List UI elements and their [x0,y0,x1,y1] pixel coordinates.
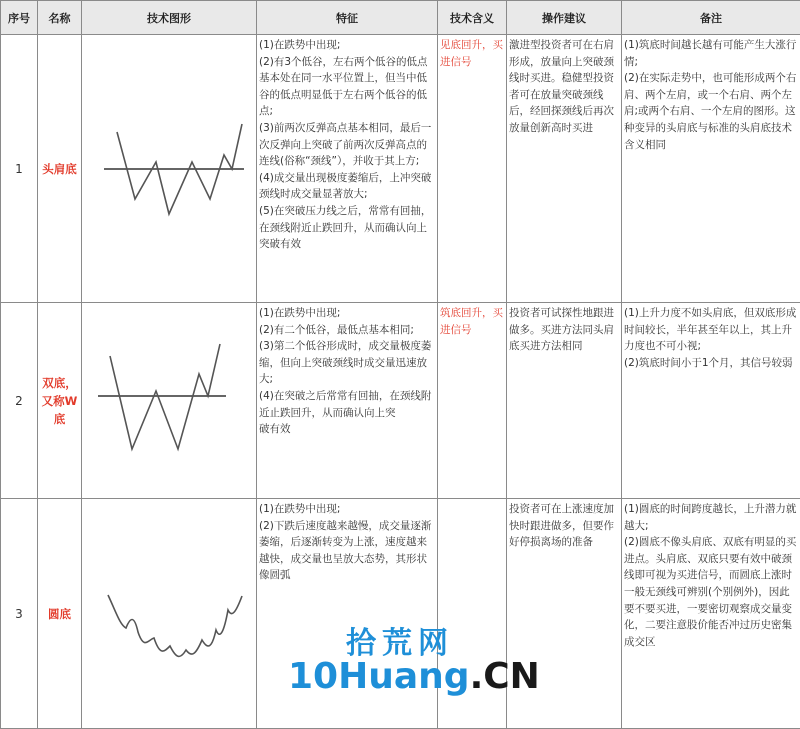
advice-text: 激进型投资者可在右肩形成，放量向上突破颈线时买进。稳健型投资者可在放量突破颈线后，经回探颈线后再次放量创新高时买进 [507,35,621,137]
remark-cell [622,499,800,729]
advice-text: 投资者可试探性地跟进做多。买进方法同头肩底买进方法相同 [507,303,621,355]
rounded-bottom-diagram [82,500,255,724]
watermark-chinese: 拾荒网 [346,618,454,662]
meaning-text: 见底回升，买进信号 [438,35,506,70]
header-feature: 特征 [257,1,438,35]
watermark-suffix: .CN [470,656,540,697]
header-figure: 技术图形 [82,1,257,35]
advice-cell [507,35,622,303]
meaning-text: 筑底回升，买进信号 [438,303,506,338]
pattern-figure [82,499,257,729]
watermark-logo [288,618,498,718]
remark-text: (1)筑底时间越长越有可能产生大涨行情; (2)在实际走势中，也可能形成两个右肩、两个左肩，或一个右肩、两个左肩;或两个右肩、一个左肩的图形。这种变异的头肩底与标准的头肩底技术含义相同 [622,35,800,153]
remark-text: (1)上升力度不如头肩底，但双底形成时间较长，半年甚至年以上，其上升力度也不可小视; (2)筑底时间小于1个月，其信号较弱 [622,303,800,371]
meaning-text [438,499,506,501]
pattern-figure [82,303,257,499]
table-row [1,35,800,303]
watermark-domain [288,656,540,697]
row-number: 1 [1,35,38,303]
header-advice: 操作建议 [507,1,622,35]
header-num: 序号 [1,1,38,35]
feature-text: (1)在跌势中出现; (2)有二个低谷，最低点基本相同; (3)第二个低谷形成时，成交量极度萎缩，但向上突破颈线时成交量迅速放大; (4)在突破之后常常有回抽，在颈线附近止跌回升，从而确认向上突 破有效 [257,303,437,438]
remark-cell [622,35,800,303]
header-row [1,1,800,35]
advice-text: 投资者可在上涨速度加快时跟进做多，但要作好停损离场的准备 [507,499,621,551]
header-name: 名称 [38,1,82,35]
pattern-name: 圆底 [38,499,82,729]
advice-cell [507,303,622,499]
head-shoulders-bottom-diagram [82,37,255,297]
header-remark: 备注 [622,1,800,35]
remark-text: (1)圆底的时间跨度越长，上升潜力就越大; (2)圆底不像头肩底、双底有明显的买进点。头肩底、双底只要有效中破颈线即可视为买进信号，而圆底上涨时一般无颈线可辨别(个别例外)，因此要不要买进，一要密切观察成交量变化，二要注意股价能否冲过历史密集成交区 [622,499,800,650]
pattern-name: 双底，又称W底 [38,303,82,499]
table-row [1,303,800,499]
row-number: 2 [1,303,38,499]
feature-cell [257,35,438,303]
meaning-cell [438,35,507,303]
header-meaning: 技术含义 [438,1,507,35]
feature-text: (1)在跌势中出现; (2)下跌后速度越来越慢，成交量逐渐萎缩，后逐渐转变为上涨，速度越来越快，成交量也呈放大态势，其形状像圆弧 [257,499,437,584]
remark-cell [622,303,800,499]
pattern-name: 头肩底 [38,35,82,303]
row-number: 3 [1,499,38,729]
watermark-main: Huang [338,656,469,697]
double-bottom-diagram [82,304,255,494]
pattern-figure [82,35,257,303]
feature-text: (1)在跌势中出现; (2)有3个低谷，左右两个低谷的低点基本处在同一水平位置上，但当中低谷的低点明显低于左右两个低谷的低点; (3)前两次反弹高点基本相同，最后一次反弹向上突破了前两次反弹高点的连线(俗称“颈线”），并收于其上方; (4)成交量出现极度萎缩后，上冲突破颈线时成交量显著放大; (5)在突破压力线之后，常常有回抽，在颈线附近止跌回升，从而确认向上突破有效 [257,35,437,253]
watermark-prefix: 10 [288,656,338,697]
meaning-cell [438,303,507,499]
feature-cell [257,303,438,499]
